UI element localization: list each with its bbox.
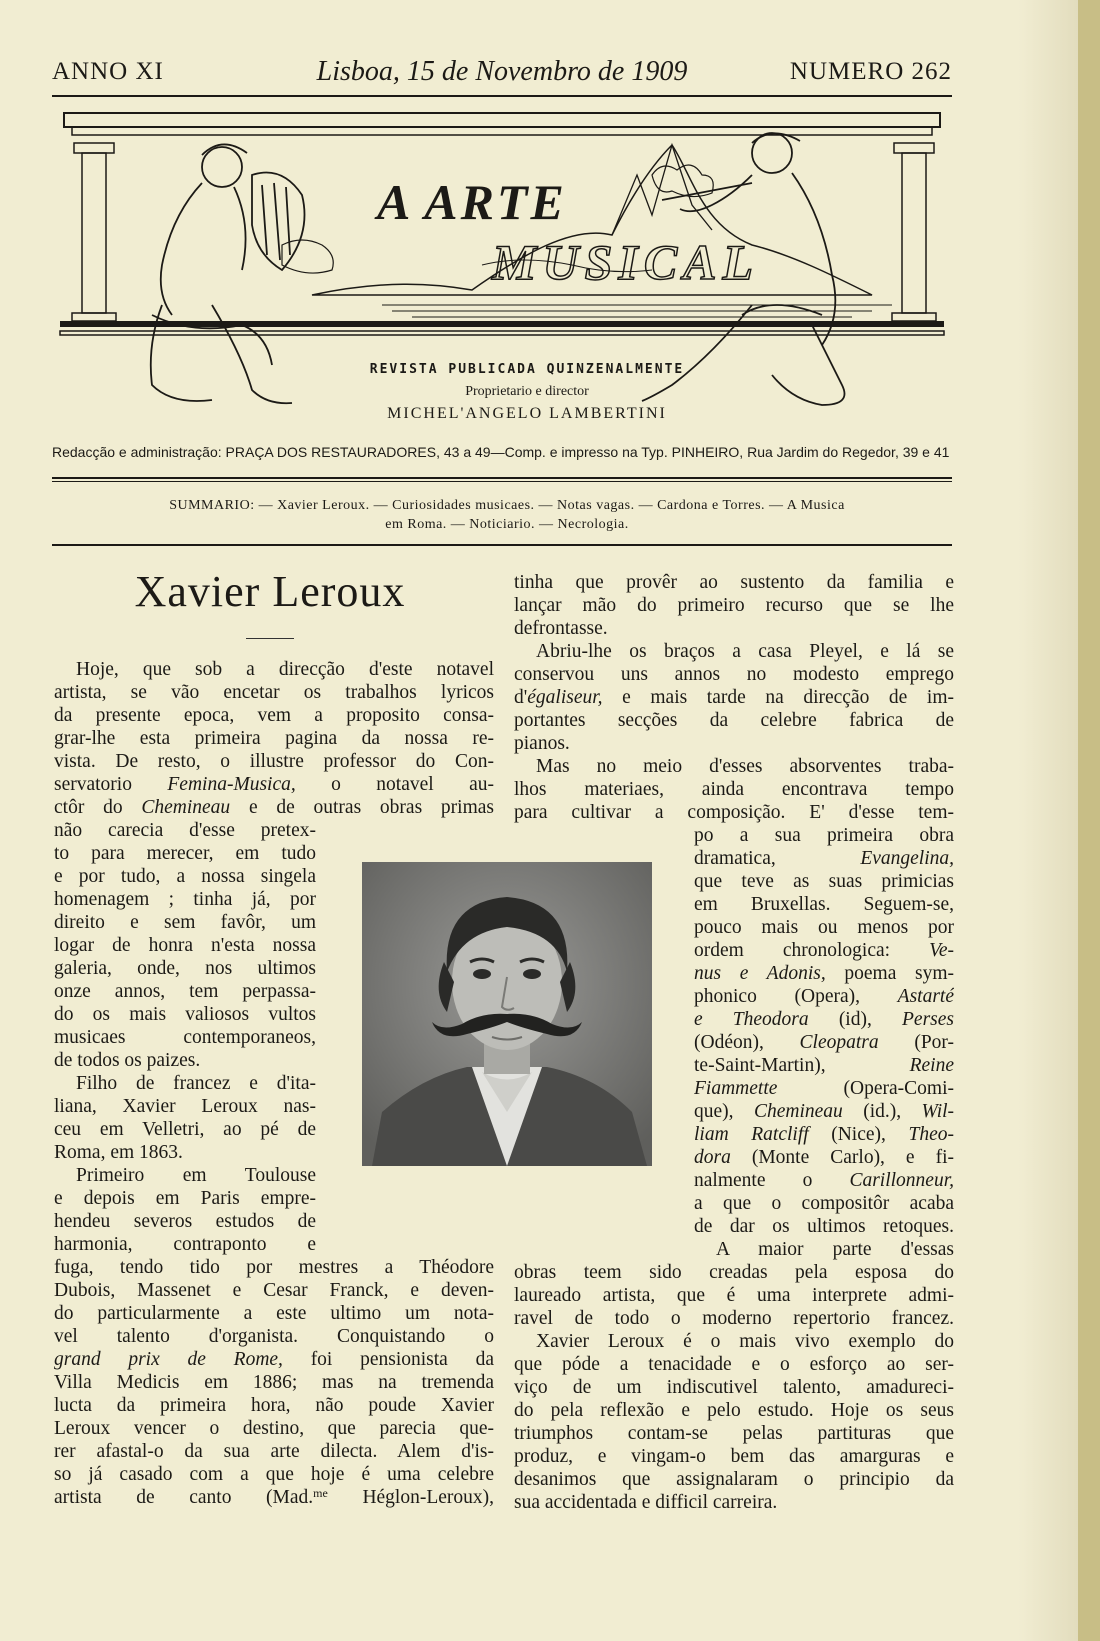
issue-number: NUMERO 262 [789, 58, 952, 85]
article-line: ordem chronologica: Ve- [694, 940, 954, 961]
summary-line-2: em Roma. — Noticiario. — Necrologia. [385, 517, 629, 532]
article-line: não carecia d'esse pretex- [54, 820, 316, 841]
article-line: triumphos contam-se pelas partituras que [514, 1423, 954, 1444]
article-line: conservou uns annos no modesto emprego [514, 664, 954, 685]
article-line: Primeiro em Toulouse [76, 1165, 316, 1186]
article-line: d'égaliseur, e mais tarde na direcção de im- [514, 687, 954, 708]
article-line: dora (Monte Carlo), e fi- [694, 1147, 954, 1168]
article-line: e depois em Paris empre- [54, 1188, 316, 1209]
article-line: que), Chemineau (id.), Wil- [694, 1101, 954, 1122]
masthead-tagline: REVISTA PUBLICADA QUINZENALMENTE [369, 362, 685, 377]
article-line: Mas no meio d'esses absorventes traba- [536, 756, 954, 777]
article-line: liana, Xavier Leroux nas- [54, 1096, 316, 1117]
issue-header [52, 56, 952, 96]
portrait-photo [362, 862, 652, 1166]
article-line: po a sua primeira obra [694, 825, 954, 846]
article-line: servatorio Femina-Musica, o notavel au- [54, 774, 494, 795]
article-line: Abriu-lhe os braços a casa Pleyel, e lá se [536, 641, 954, 662]
publisher-address: Redacção e administração: PRAÇA DOS RESTAURADORES, 43 a 49—Comp. e impresso na Typ. PINHEIRO, Rua Jardim do Regedor, 39 e 41 [52, 444, 950, 460]
article-line: vel talento d'organista. Conquistando o [54, 1326, 494, 1347]
article-line: hendeu severos estudos de [54, 1211, 316, 1232]
article-line: pouco mais ou menos por [694, 917, 954, 938]
article-line: de todos os paizes. [54, 1050, 201, 1071]
article-line: pianos. [514, 733, 570, 754]
article-title: Xavier Leroux [134, 567, 406, 616]
article-line: galeria, onde, nos ultimos [54, 958, 316, 979]
article-line: Fiammette (Opera-Comi- [694, 1078, 954, 1099]
article-line: te-Saint-Martin), Reine [694, 1055, 954, 1076]
article-line: rer afastal-o da sua arte dilecta. Alem d'is- [54, 1441, 494, 1462]
article-line: em Bruxellas. Seguem-se, [694, 894, 954, 915]
address-rule-top [52, 477, 952, 479]
article-line: A maior parte d'essas [716, 1239, 954, 1260]
article-line: lançar mão do primeiro recurso que se lhe [514, 595, 954, 616]
article-line: to para merecer, em tudo [54, 843, 316, 864]
article-line: do particularmente a este ultimo um nota- [54, 1303, 494, 1324]
article-line: dramatica, Evangelina, [694, 848, 954, 869]
article-line: nus e Adonis, poema sym- [694, 963, 954, 984]
article-line: so já casado com a que hoje é uma celebre [54, 1464, 494, 1485]
article-line: e por tudo, a nossa singela [54, 866, 316, 887]
article-line: artista de canto (Mad.$^{me}$ Héglon-Leroux), [54, 1486, 494, 1508]
magazine-title: A ARTE [377, 174, 567, 230]
article-line: Xavier Leroux é o mais vivo exemplo do [536, 1331, 954, 1352]
article-line: grand prix de Rome, foi pensionista da [54, 1349, 494, 1370]
article-line: a que o compositôr acaba [694, 1193, 954, 1214]
article-line: harmonia, contraponto e [54, 1234, 316, 1255]
article-line: ravel de todo o moderno repertorio francez. [514, 1308, 954, 1329]
article-line: Villa Medicis em 1886; mas na tremenda [54, 1372, 494, 1393]
article-line: musicaes contemporaneos, [54, 1027, 316, 1048]
summary [82, 496, 932, 534]
header-rule [52, 95, 952, 97]
article-line: homenagem ; tinha já, por [54, 889, 316, 910]
article-line: artista, se vão encetar os trabalhos lyricos [54, 682, 494, 703]
article-line: para cultivar a composição. E' d'esse tem- [514, 802, 954, 823]
issue-year: ANNO XI [52, 58, 164, 85]
article-line: lucta da primeira hora, não poude Xavier [54, 1395, 494, 1416]
article-line: portantes secções da celebre fabrica de [514, 710, 954, 731]
article-line: viço de um indiscutivel talento, amadureci- [514, 1377, 954, 1398]
article-line: Filho de francez e d'ita- [76, 1073, 316, 1094]
article-line: logar de honra n'esta nossa [54, 935, 316, 956]
article-line: Roma, em 1863. [54, 1142, 183, 1163]
article-line: onze annos, tem perpassa- [54, 981, 316, 1002]
issue-date: Lisboa, 15 de Novembro de 1909 [316, 56, 688, 87]
article-line: ceu em Velletri, ao pé de [54, 1119, 316, 1140]
page-edge-shade [1018, 0, 1078, 1641]
article-line: direito e sem favôr, um [54, 912, 316, 933]
masthead [52, 105, 952, 435]
article-line: de dar os ultimos retoques. [694, 1216, 954, 1237]
magazine-subtitle: MUSICAL [492, 234, 760, 290]
article-line: Hoje, que sob a direcção d'este notavel [76, 659, 494, 680]
masthead-director-name: MICHEL'ANGELO LAMBERTINI [387, 405, 667, 422]
article-line: lhos materiaes, ainda encontrava tempo [514, 779, 954, 800]
article-line: obras teem sido creadas pela esposa do [514, 1262, 954, 1283]
article-line: defrontasse. [514, 618, 608, 639]
article-line: que teve as suas primicias [694, 871, 954, 892]
article-line: que póde a tenacidade e o esforço ao ser- [514, 1354, 954, 1375]
article-line: liam Ratcliff (Nice), Theo- [694, 1124, 954, 1145]
article-line: e Theodora (id), Perses [694, 1009, 954, 1030]
article-line: desanimos que assignalaram o principio da [514, 1469, 954, 1490]
title-rule [246, 638, 294, 639]
article-line: laureado artista, que é uma interprete admi- [514, 1285, 954, 1306]
address-rule-bottom [52, 481, 952, 482]
article-line: da presente epoca, vem a proposito consa- [54, 705, 494, 726]
article-line: vista. De resto, o illustre professor do Con- [54, 751, 494, 772]
article-line: sua accidentada e difficil carreira. [514, 1492, 778, 1513]
article-line: Dubois, Massenet e Cesar Franck, e deven- [54, 1280, 494, 1301]
masthead-owner-label: Proprietario e director [465, 384, 589, 399]
article-line: produz, e vingam-o bem das amarguras e [514, 1446, 954, 1467]
article-line: do os mais valiosos vultos [54, 1004, 316, 1025]
article-line: do pela reflexão e pelo estudo. Hoje os seus [514, 1400, 954, 1421]
article-line: (Odéon), Cleopatra (Por- [694, 1032, 954, 1053]
article-line: ctôr do Chemineau e de outras obras primas [54, 797, 494, 818]
article-line: tinha que provêr ao sustento da familia e [514, 572, 954, 593]
article-line: phonico (Opera), Astarté [694, 986, 954, 1007]
summary-rule [52, 544, 952, 546]
article-line: grar-lhe esta primeira pagina da nossa re- [54, 728, 494, 749]
summary-line-1: SUMMARIO: — Xavier Leroux. — Curiosidades musicaes. — Notas vagas. — Cardona e Torres. — A Musica [169, 498, 845, 513]
article-line: nalmente o Carillonneur, [694, 1170, 954, 1191]
article-line: Leroux vencer o destino, que parecia que- [54, 1418, 494, 1439]
article-line: fuga, tendo tido por mestres a Théodore [54, 1257, 494, 1278]
